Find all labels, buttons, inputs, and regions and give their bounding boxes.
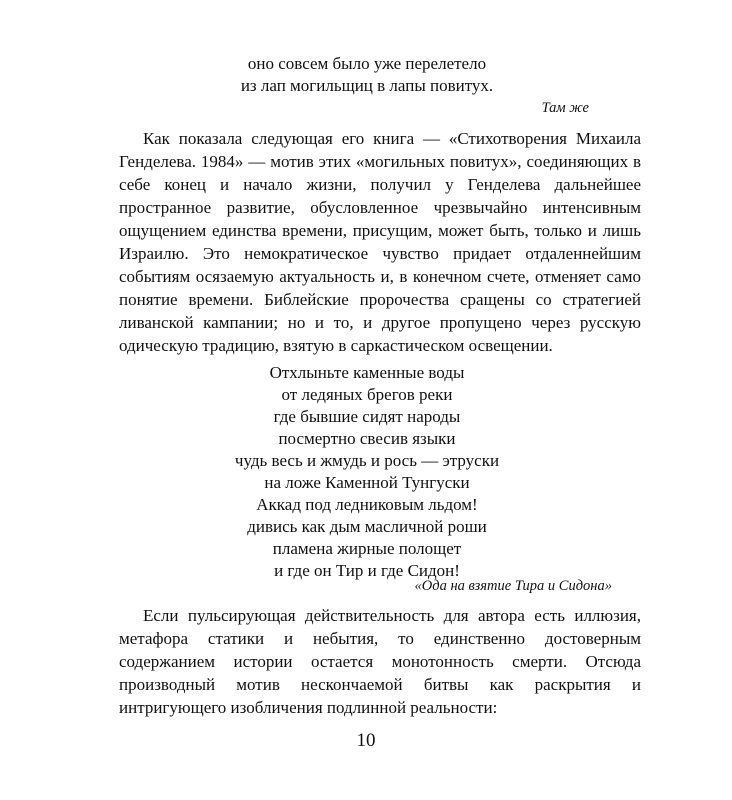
paragraph-1: Как показала следующая его книга — «Стихотворения Михаила Генделева. 1984» — мотив этих «могильных повитух», соединяющих в себе конец и начало жизни, получил у Генделева дальнейшее пространное развитие, обусловленное чрезвычайно интенсивным ощущением единства времени, присущим, может быть, только и лишь Израилю. Это немократическое чувство придает отдаленнейшим событиям осязаемую актуальность и, в конечном счете, отменяет само понятие времени. Библейские пророчества сращены со стратегией ливанской кампании; но и то, и другое пропущено через русскую одическую традицию, взятую в саркастическом освещении. — [119, 129, 641, 355]
poem-line: посмертно свесив языки — [278, 429, 456, 448]
epigraph — [200, 53, 534, 97]
poem-line: чудь весь и жмудь и рось — этруски — [234, 451, 500, 470]
poem-line: Отхлыньте каменные воды — [269, 363, 465, 382]
poem-line: Аккад под ледниковым льдом! — [256, 495, 478, 514]
poem-line: и где он Тир и где Сидон! — [274, 561, 460, 580]
poem-line: от ледяных брегов реки — [281, 385, 453, 404]
paragraph-2: Если пульсирующая действительность для автора есть иллюзия, метафора статики и небытия, то единственно достоверным содержанием истории остается монотонность смерти. Отсюда производный мотив нескончаемой битвы как раскрытия и интригующего изобличения подлинной реальности: — [119, 606, 641, 717]
page-number: 10 — [356, 730, 376, 751]
poem-line: где бывшие сидят народы — [273, 407, 461, 426]
poem — [200, 362, 534, 582]
poem-line: пламена жирные полощет — [272, 539, 462, 558]
poem-line: дивись как дым масличной роши — [247, 517, 487, 536]
epigraph-source: Там же — [541, 100, 589, 116]
epigraph-line: оно совсем было уже перелетело — [247, 54, 487, 73]
epigraph-line: из лап могильщиц в лапы повитух. — [240, 76, 494, 95]
poem-line: на ложе Каменной Тунгуски — [264, 473, 470, 492]
poem-source: «Ода на взятие Тира и Сидона» — [414, 578, 612, 594]
